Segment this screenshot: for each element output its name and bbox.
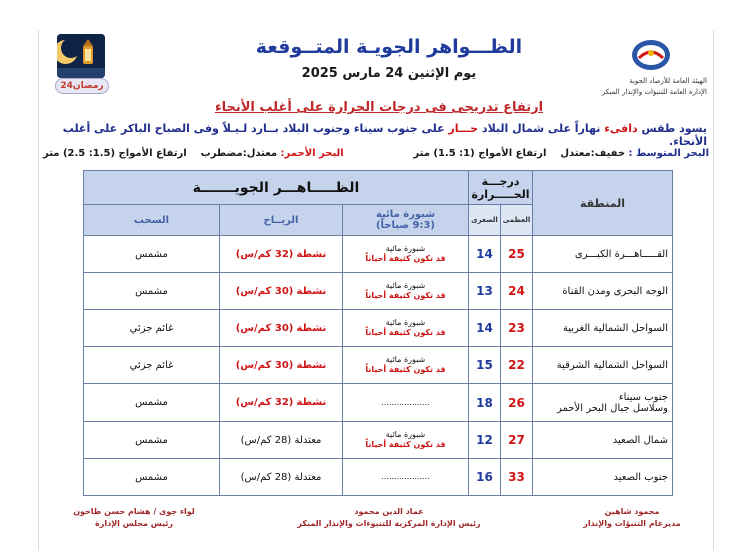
forecast-table [83, 170, 673, 496]
fog-cell: ................... [343, 384, 469, 422]
table-row [84, 459, 673, 496]
min-temp-cell: 15 [469, 347, 501, 384]
region-cell: القـــــاهـــرة الكبـــرى [533, 236, 673, 273]
region-cell: شمال الصعيد [533, 422, 673, 459]
signature-left: لواء جوى / هشام حسن طاحون رئيس مجلس الإدارة [73, 507, 195, 528]
clouds-cell: مشمس [84, 459, 220, 496]
org-line-1: الهيئة العامة للأرصاد الجوية [629, 77, 707, 85]
max-temp-cell: 23 [501, 310, 533, 347]
region-cell: جنوب سيناء وسلاسل جبال البحر الأحمر [533, 384, 673, 422]
table-row [84, 422, 673, 459]
wind-cell: نشطة (32 كم/س) [220, 236, 343, 273]
wind-cell: معتدلة (28 كم/س) [220, 459, 343, 496]
region-cell: الوجه البحرى ومدن القناة [533, 273, 673, 310]
max-temp-cell: 24 [501, 273, 533, 310]
clouds-cell: مشمس [84, 273, 220, 310]
wind-cell: نشطة (30 كم/س) [220, 347, 343, 384]
clouds-cell: مشمس [84, 422, 220, 459]
red-sea-state: البحر الأحمر: معتدل:مضطرب ارتفاع الأمواج (1.5: 2.5) متر [43, 148, 344, 159]
forecast-sheet [38, 30, 714, 550]
page-title: الظـــواهر الجويـة المتــوقعة [255, 36, 523, 58]
fog-cell: شبورة مائية قد تكون كثيفة أحياناً [343, 422, 469, 459]
wind-cell: نشطة (32 كم/س) [220, 384, 343, 422]
table-row [84, 273, 673, 310]
ramadan-lantern-image [57, 34, 105, 78]
table-row [84, 347, 673, 384]
max-temp-cell: 33 [501, 459, 533, 496]
max-temp-cell: 26 [501, 384, 533, 422]
clouds-cell: مشمس [84, 384, 220, 422]
col-max-header: العظمى [501, 205, 533, 236]
max-temp-cell: 22 [501, 347, 533, 384]
clouds-cell: غائم جزئي [84, 347, 220, 384]
org-line-2: الإدارة العامة للتنبؤات والإنذار المبكر [601, 88, 707, 96]
forecast-headline: ارتفاع تدريجى فى درجات الحرارة على أغلب الأنحاء [214, 100, 544, 115]
wind-cell: نشطة (30 كم/س) [220, 310, 343, 347]
col-temp-header: درجـــة الحـــــرارة [469, 171, 533, 205]
col-clouds-header: السحب [84, 205, 220, 236]
col-region-header: المنطقة [533, 171, 673, 236]
signature-right: محمود شاهين مديرعام التنبؤات والإنذار [583, 507, 681, 528]
organization-name [577, 76, 707, 98]
ramadan-day-badge: 24رمضان [55, 78, 109, 94]
forecast-date: يوم الإثنين 24 مارس 2025 [301, 66, 477, 81]
forecast-description: يسود طقس دافىء نهاراً على شمال البلاد حـــار على جنوب سيناء وجنوب البلاد بــارد لـيـلاً وفى الصباح الباكر على أغلب الأنحاء. [62, 122, 707, 148]
clouds-cell: غائم جزئي [84, 310, 220, 347]
max-temp-cell: 25 [501, 236, 533, 273]
fog-cell: شبورة مائية قد تكون كثيفة أحياناً [343, 236, 469, 273]
min-temp-cell: 14 [469, 236, 501, 273]
fog-cell: شبورة مائية قد تكون كثيفة أحياناً [343, 347, 469, 384]
clouds-cell: مشمس [84, 236, 220, 273]
fog-cell: ................... [343, 459, 469, 496]
min-temp-cell: 12 [469, 422, 501, 459]
col-phenomena-header: الظـــــاهـــر الجويـــــــة [84, 171, 469, 205]
min-temp-cell: 16 [469, 459, 501, 496]
fog-cell: شبورة مائية قد تكون كثيفة أحياناً [343, 273, 469, 310]
wind-cell: نشطة (30 كم/س) [220, 273, 343, 310]
table-row [84, 384, 673, 422]
wind-cell: معتدلة (28 كم/س) [220, 422, 343, 459]
min-temp-cell: 14 [469, 310, 501, 347]
min-temp-cell: 18 [469, 384, 501, 422]
signature-center: عماد الدين محمود رئيس الإدارة المركزية للتنبوءات والإنذار المبكر [297, 507, 481, 528]
fog-cell: شبورة مائية قد تكون كثيفة أحياناً [343, 310, 469, 347]
table-row [84, 310, 673, 347]
ema-logo-icon [629, 38, 673, 72]
col-min-header: الصغرى [469, 205, 501, 236]
col-fog-header: شبورة مائية (9:3 صباحاً) [343, 205, 469, 236]
region-cell: السواحل الشمالية الشرقية [533, 347, 673, 384]
max-temp-cell: 27 [501, 422, 533, 459]
min-temp-cell: 13 [469, 273, 501, 310]
region-cell: السواحل الشمالية الغربية [533, 310, 673, 347]
table-row [84, 236, 673, 273]
mediterranean-sea-state: البحر المتوسط : خفيف:معتدل ارتفاع الأمواج (1: 1.5) متر [413, 148, 709, 159]
region-cell: جنوب الصعيد [533, 459, 673, 496]
col-wind-header: الريــاح [220, 205, 343, 236]
